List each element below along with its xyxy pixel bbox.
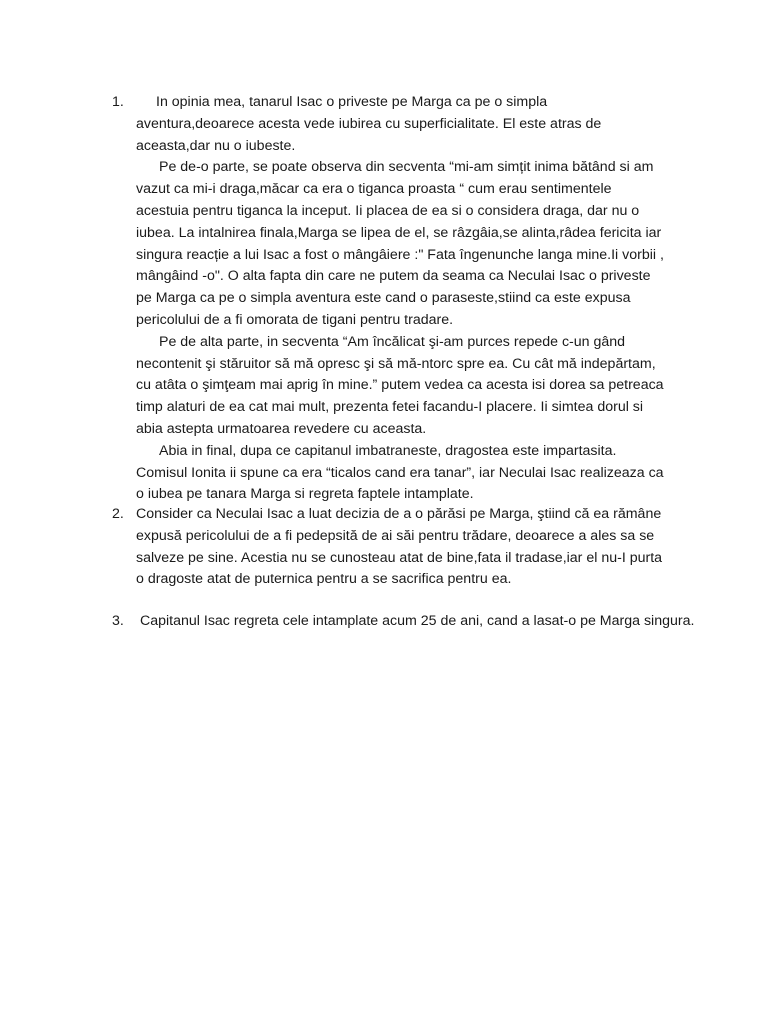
paragraph: Pe de alta parte, in secventa “Am încălicat şi-am purces repede c-un gând necontenit şi stăruitor să mă opresc şi să mă-ntorc spre ea. Cu cât mă indepărtam, cu atâta o şimţeam mai aprig în mine.” putem vedea ca acesta isi dorea sa petreaca timp alaturi de ea cat mai mult, prezenta fetei facandu-I placere. Ii simtea dorul si abia astepta urmatoarea revedere cu aceasta. (136, 333, 664, 437)
paragraph: Pe de-o parte, se poate observa din secventa “mi-am simțit inima bătând si am vazut ca mi-i draga,măcar ca era o tiganca proasta “ cum erau sentimentele acestuia pentru tiganca la inceput. Ii placea de ea si o considera draga, dar nu o iubea. La intalnirea finala,Marga se lipea de el, se râzgâia,se alinta,râdea fericita iar singura reacție a lui Isac a fost o mângâiere :" Fata îngenunche langa mine.Ii vorbii , mângâind -o". O alta fapta din care ne putem da seama ca Neculai Isac o priveste pe Marga ca pe o simpla aventura este cand o paraseste,stiind ca este expusa pericolului de a fi omorata de tigani pentru tradare. (136, 159, 664, 328)
paragraph: Capitanul Isac regreta cele intamplate acum 25 de ani, cand a lasat-o pe Marga singura. (140, 613, 695, 629)
item-body (136, 92, 666, 506)
item-number: 2. (112, 506, 124, 522)
paragraph: Consider ca Neculai Isac a luat decizia de a o părăsi pe Marga, ştiind că ea rămâne expusă pericolului de a fi pedepsită de ai săi pentru trădare, deoarece a ales sa se salveze pe sine. Acestia nu se cunosteau atat de bine,fata il tradase,iar el nu-I purta o dragoste atat de puternica pentru a se sacrifica pentru ea. (136, 506, 663, 588)
item-number: 3. (112, 613, 124, 629)
item-body (140, 611, 700, 633)
paragraph: In opinia mea, tanarul Isac o priveste pe Marga ca pe o simpla aventura,deoarece acesta vede iubirea cu superficialitate. El este atras de aceasta,dar nu o iubeste. (136, 94, 602, 154)
item-body (136, 504, 666, 591)
item-number: 1. (112, 94, 124, 110)
paragraph: Abia in final, dupa ce capitanul imbatraneste, dragostea este impartasita. Comisul Ionita ii spune ca era “ticalos cand era tanar”, iar Neculai Isac realizeaza ca o iubea pe tanara Marga si regreta faptele intamplate. (136, 442, 664, 503)
